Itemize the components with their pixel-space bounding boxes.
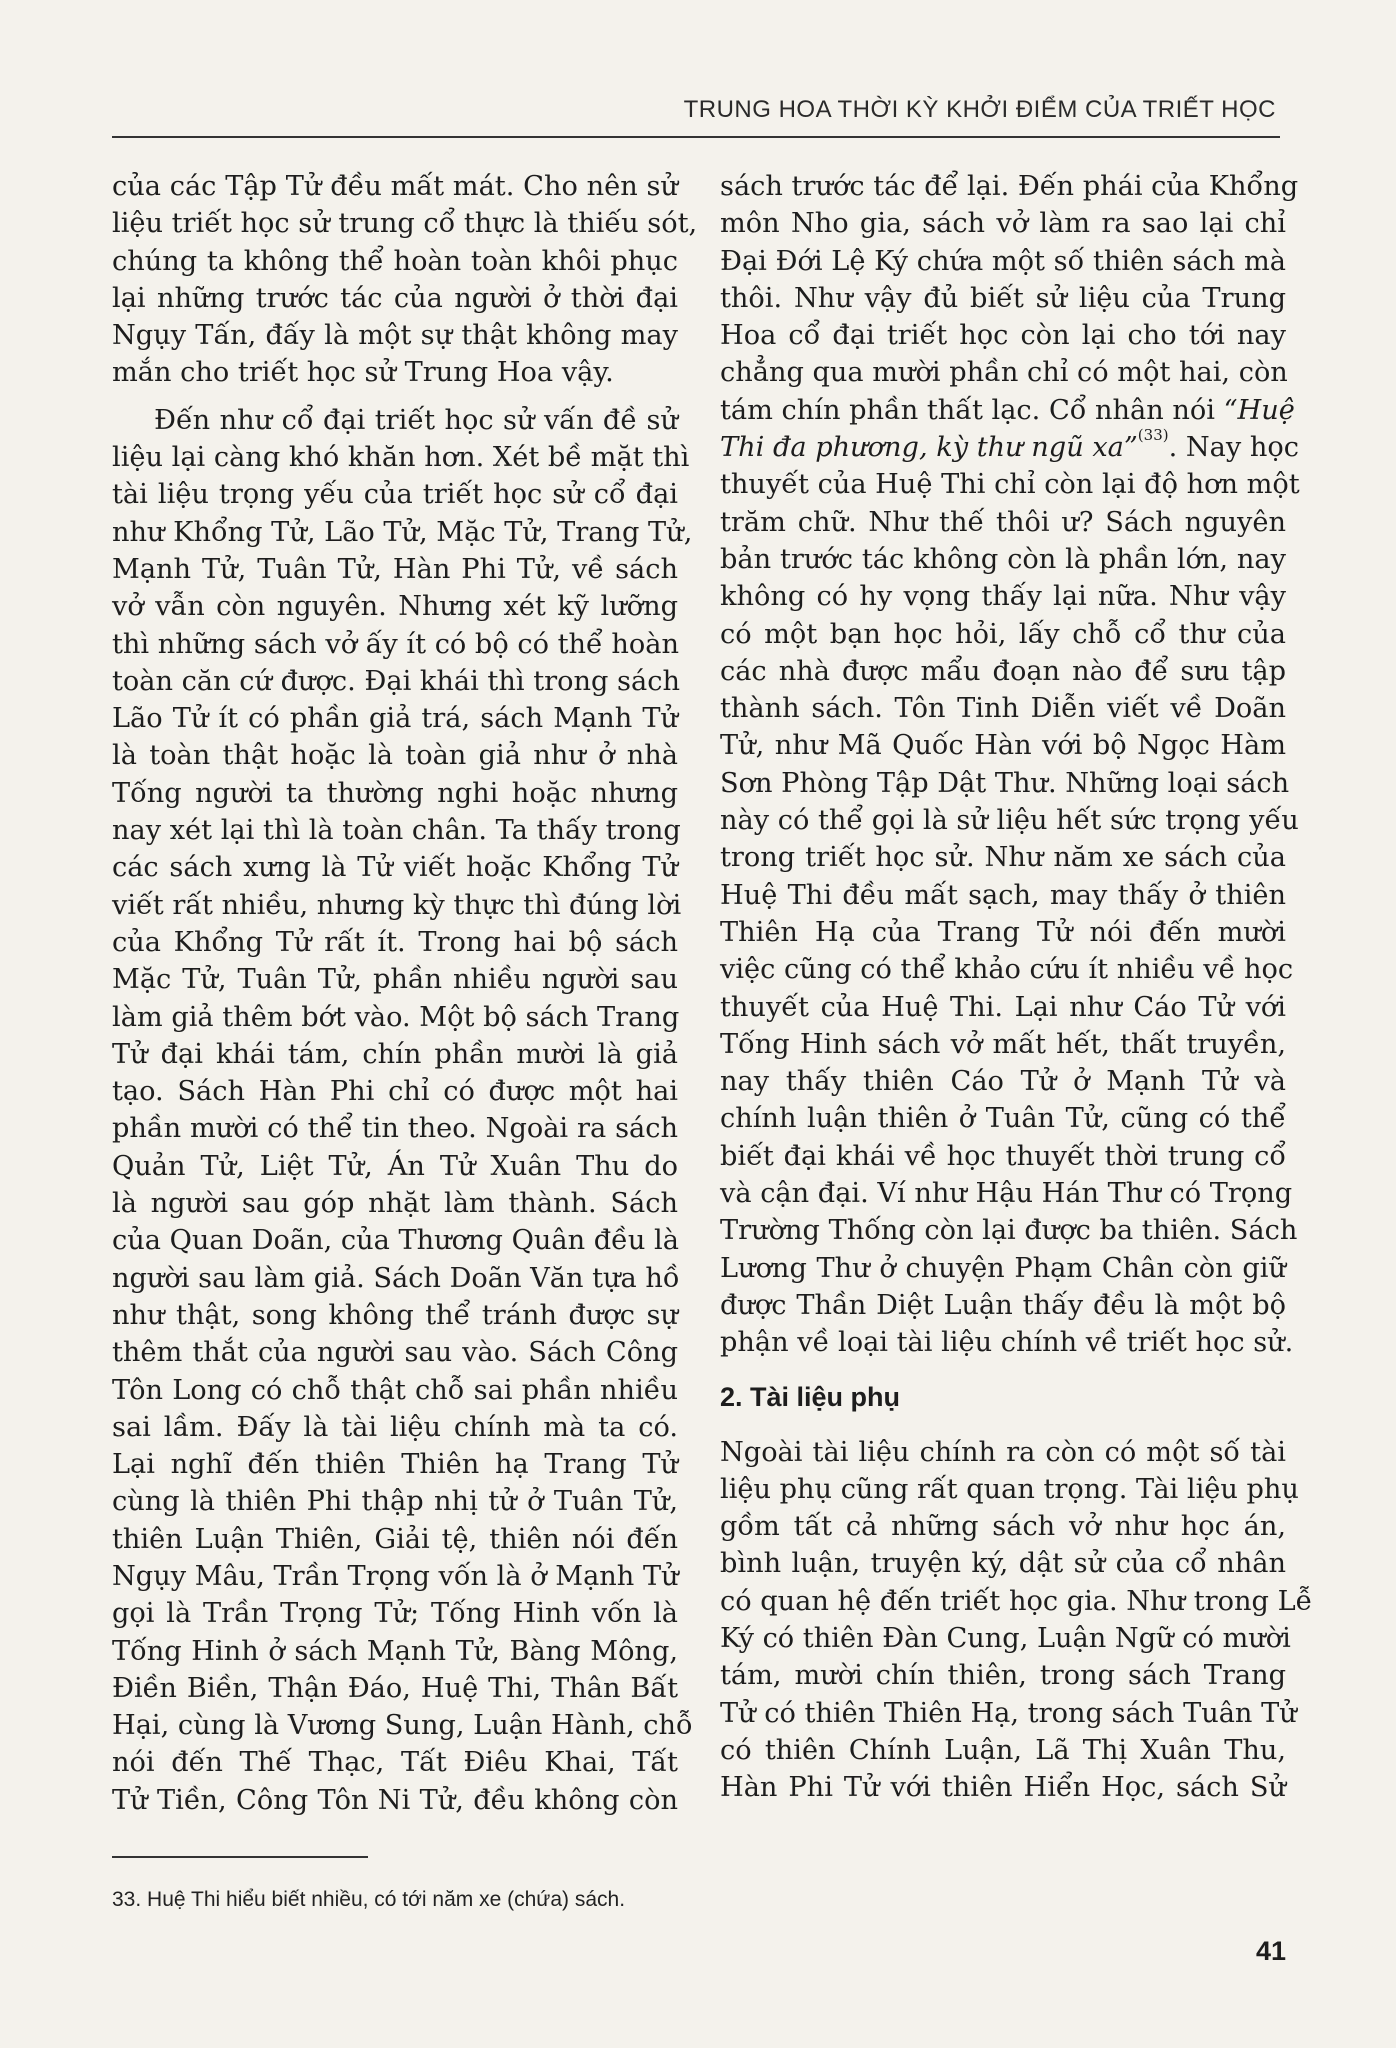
text-line: việc cũng có thể khảo cứu ít nhiều về học — [720, 954, 1294, 986]
text-line: môn Nho gia, sách vở làm ra sao lại chỉ — [720, 208, 1286, 240]
text-line: có quan hệ đến triết học gia. Như trong Lễ — [720, 1585, 1313, 1617]
text-line: Ngụy Tấn, đấy là một sự thật không may — [112, 320, 678, 352]
footnote: 33. Huệ Thi hiểu biết nhiều, có tới năm xe (chứa) sách. — [112, 1888, 626, 1911]
text-line: các nhà được mẩu đoạn nào để sưu tập — [720, 655, 1286, 687]
footnote-rule — [112, 1856, 368, 1858]
paragraph-left-1 — [112, 168, 698, 392]
text-line: như Khổng Tử, Lão Tử, Mặc Tử, Trang Tử, — [112, 516, 693, 548]
text-line: chẳng qua mười phần chỉ có một hai, còn — [720, 357, 1288, 389]
text-line: có thiên Chính Luận, Lã Thị Xuân Thu, — [720, 1734, 1286, 1766]
text-line: tám, mười chín thiên, trong sách Trang — [720, 1660, 1286, 1692]
text-line: Quản Tử, Liệt Tử, Án Tử Xuân Thu do — [112, 1150, 678, 1182]
text-line: Lại nghĩ đến thiên Thiên hạ Trang Tử — [112, 1449, 678, 1481]
text-line: của các Tập Tử đều mất mát. Cho nên sử — [112, 171, 678, 202]
text-line: thôi. Như vậy đủ biết sử liệu của Trung — [720, 282, 1286, 314]
text-line: mắn cho triết học sử Trung Hoa vậy. — [112, 357, 614, 389]
text-line: các sách xưng là Tử viết hoặc Khổng Tử — [112, 852, 678, 884]
text-line: Thi đa phương, kỳ thư ngũ xa”$^{(33)}$. Nay học — [720, 426, 1299, 464]
text-line: liệu triết học sử trung cổ thực là thiếu sót, — [112, 208, 698, 240]
text-line: Tử Tiền, Công Tôn Ni Tử, đều không còn — [112, 1784, 678, 1816]
text-line: gồm tất cả những sách vở như học án, — [720, 1511, 1286, 1543]
text-line: Thiên Hạ của Trang Tử nói đến mười — [720, 916, 1286, 948]
text-line: nói đến Thế Thạc, Tất Điêu Khai, Tất — [112, 1747, 678, 1779]
text-line: Đến như cổ đại triết học sử vấn đề sử — [154, 404, 678, 436]
text-line: làm giả thêm bớt vào. Một bộ sách Trang — [112, 1001, 680, 1033]
text-line: tài liệu trọng yếu của triết học sử cổ đại — [112, 479, 678, 511]
text-line: Mặc Tử, Tuân Tử, phần nhiều người sau — [112, 964, 678, 996]
text-line: như thật, song không thể tránh được sự — [112, 1299, 678, 1331]
text-line: Tôn Long có chỗ thật chỗ sai phần nhiều — [112, 1374, 678, 1406]
text-line: sách trước tác để lại. Đến phái của Khổng — [720, 171, 1299, 202]
text-line: thiên Luận Thiên, Giải tệ, thiên nói đến — [112, 1523, 678, 1555]
text-line: biết đại khái về học thuyết thời trung cổ — [720, 1140, 1286, 1172]
text-line: phần mười có thể tin theo. Ngoài ra sách — [112, 1113, 678, 1145]
text-line: Điền Biền, Thận Đáo, Huệ Thi, Thân Bất — [112, 1672, 678, 1704]
paragraph-right-1 — [720, 168, 1299, 392]
left-column — [112, 168, 698, 1819]
text-line: Ngoài tài liệu chính ra còn có một số tài — [720, 1436, 1286, 1468]
text-line: Tử, như Mã Quốc Hàn với bộ Ngọc Hàm — [720, 730, 1286, 762]
text-line: Trường Thống còn lại được ba thiên. Sách — [720, 1215, 1298, 1247]
text-line: tám chín phần thất lạc. Cổ nhân nói “Huệ — [720, 394, 1295, 426]
text-line: là toàn thật hoặc là toàn giả như ở nhà — [112, 740, 678, 772]
text-line: liệu phụ cũng rất quan trọng. Tài liệu phụ — [720, 1473, 1299, 1505]
text-line: bản trước tác không còn là phần lớn, nay — [720, 543, 1286, 575]
text-line: phận về loại tài liệu chính về triết học sử. — [720, 1327, 1294, 1359]
text-line: Ký có thiên Đàn Cung, Luận Ngữ có mười — [720, 1622, 1291, 1654]
text-line: Sơn Phòng Tập Dật Thư. Những loại sách — [720, 767, 1290, 799]
text-line: trong triết học sử. Như năm xe sách của — [720, 842, 1286, 874]
text-line: Tử đại khái tám, chín phần mười là giả — [112, 1038, 678, 1070]
text-line: Mạnh Tử, Tuân Tử, Hàn Phi Tử, về sách — [112, 553, 678, 585]
text-line: Tử có thiên Thiên Hạ, trong sách Tuân Tử — [720, 1697, 1297, 1729]
text-line: thêm thắt của người sau vào. Sách Công — [112, 1337, 678, 1369]
footnote-ref: (33) — [1137, 426, 1169, 445]
running-head: TRUNG HOA THỜI KỲ KHỞI ĐIỂM CỦA TRIẾT HỌC — [683, 96, 1276, 123]
text-line: được Thần Diệt Luận thấy đều là một bộ — [720, 1289, 1286, 1321]
text-line: viết rất nhiều, nhưng kỳ thực thì đúng lời — [112, 889, 682, 921]
text-line: sai lầm. Đấy là tài liệu chính mà ta có. — [112, 1411, 678, 1443]
text-line: Lão Tử ít có phần giả trá, sách Mạnh Tử — [112, 703, 678, 735]
section-heading: 2. Tài liệu phụ — [720, 1381, 901, 1412]
text-line: thuyết của Huệ Thi. Lại như Cáo Tử với — [720, 991, 1286, 1023]
text-line: cùng là thiên Phi thập nhị tử ở Tuân Tử, — [112, 1486, 678, 1518]
right-column — [720, 168, 1313, 1806]
page-number: 41 — [1255, 1936, 1286, 1966]
text-line: Đại Đới Lệ Ký chứa một số thiên sách mà — [720, 245, 1286, 277]
header-rule — [112, 136, 1280, 138]
text-line: chính luận thiên ở Tuân Tử, cũng có thể — [720, 1103, 1286, 1135]
text-line: Tống Hinh sách vở mất hết, thất truyền, — [720, 1028, 1286, 1060]
text-line: toàn căn cứ được. Đại khái thì trong sách — [112, 665, 680, 697]
text-line: không có hy vọng thấy lại nữa. Như vậy — [720, 581, 1286, 613]
text-line: Hoa cổ đại triết học còn lại cho tới nay — [720, 320, 1286, 352]
text-line: tạo. Sách Hàn Phi chỉ có được một hai — [112, 1076, 678, 1108]
text-line: Tống Hinh ở sách Mạnh Tử, Bàng Mông, — [112, 1635, 678, 1667]
text-line: của Quan Doãn, của Thương Quân đều là — [112, 1225, 679, 1257]
text-line: nay xét lại thì là toàn chân. Ta thấy trong — [112, 815, 681, 847]
text-line: và cận đại. Ví như Hậu Hán Thư có Trọng — [720, 1178, 1293, 1210]
text-line: thì những sách vở ấy ít có bộ có thể hoàn — [112, 628, 679, 660]
text-line: nay thấy thiên Cáo Tử ở Mạnh Tử và — [720, 1066, 1286, 1098]
text-line: Huệ Thi đều mất sạch, may thấy ở thiên — [720, 879, 1286, 911]
paragraph-left-2 — [112, 402, 693, 1819]
text-line: của Khổng Tử rất ít. Trong hai bộ sách — [112, 926, 678, 958]
text-line: Hàn Phi Tử với thiên Hiển Học, sách Sử — [720, 1772, 1286, 1804]
paragraph-right-2 — [720, 1434, 1313, 1807]
text-line: Lương Thư ở chuyện Phạm Chân còn giữ — [720, 1252, 1286, 1284]
text-line: lại những trước tác của người ở thời đại — [112, 282, 678, 314]
text-line: trăm chữ. Như thế thôi ư? Sách nguyên — [720, 506, 1286, 538]
text-line: liệu lại càng khó khăn hơn. Xét bề mặt thì — [112, 442, 690, 474]
text-line: thuyết của Huệ Thi chỉ còn lại độ hơn một — [720, 469, 1300, 501]
text-line: là người sau góp nhặt làm thành. Sách — [112, 1188, 678, 1220]
text-line: gọi là Trần Trọng Tử; Tống Hinh vốn là — [112, 1598, 678, 1630]
text-line: người sau làm giả. Sách Doãn Văn tựa hồ — [112, 1262, 680, 1294]
text-line: bình luận, truyện ký, dật sử của cổ nhân — [720, 1548, 1286, 1580]
text-line: thành sách. Tôn Tinh Diễn viết về Doãn — [720, 693, 1286, 725]
text-line: chúng ta không thể hoàn toàn khôi phục — [112, 245, 678, 277]
text-line: Tống người ta thường nghi hoặc nhưng — [112, 777, 678, 809]
text-line: có một bạn học hỏi, lấy chỗ cổ thư của — [720, 618, 1286, 650]
text-line: vở vẫn còn nguyên. Nhưng xét kỹ lưỡng — [112, 591, 678, 623]
text-line: này có thể gọi là sử liệu hết sức trọng yếu — [720, 805, 1299, 837]
paragraph-right-1-cont — [720, 466, 1300, 1361]
text-line: Ngụy Mâu, Trần Trọng vốn là ở Mạnh Tử — [112, 1560, 679, 1592]
text-line: Hại, cùng là Vương Sung, Luận Hành, chỗ — [112, 1710, 693, 1742]
